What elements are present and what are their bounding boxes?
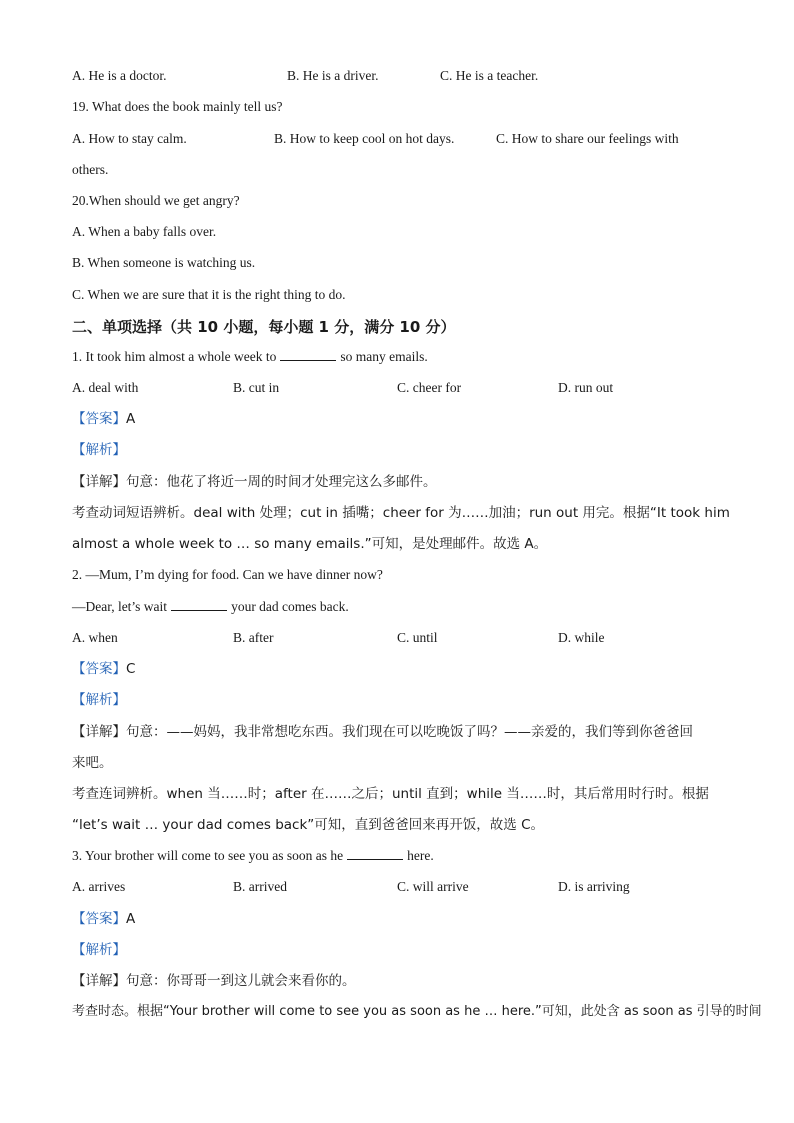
section-heading: 二、单项选择（共 10 小题，每小题 1 分，满分 10 分） <box>72 318 456 336</box>
mc2-analysis-label <box>72 691 126 709</box>
mc3-detail <box>72 972 356 990</box>
mc2-explain-line-1: 考查连词辨析。when 当……时；after 在……之后；until 直到；while 当……时，其后常用时行时。根据 <box>72 786 709 802</box>
mc1-stem-pre: 1. It took him almost a whole week to <box>72 349 277 364</box>
detail-label: 【详解】 <box>72 973 126 989</box>
q19-stem: 19. What does the book mainly tell us? <box>72 99 283 114</box>
analysis-label: 【解析】 <box>72 442 126 458</box>
mc3-stem-pre: 3. Your brother will come to see you as soon as he <box>72 848 344 863</box>
answer-blank <box>347 847 403 860</box>
mc1-option-d: D. run out <box>558 380 614 395</box>
mc1-stem <box>72 348 428 366</box>
analysis-label: 【解析】 <box>72 942 126 958</box>
mc2-stem-post: your dad comes back. <box>231 599 349 614</box>
q20-option-a: A. When a baby falls over. <box>72 224 217 239</box>
q19-option-c: C. How to share our feelings with <box>496 131 679 146</box>
mc2-answer <box>72 660 135 678</box>
mc1-answer <box>72 410 135 428</box>
q20-stem: 20.When should we get angry? <box>72 193 240 208</box>
mc3-detail-text: 句意：你哥哥一到这儿就会来看你的。 <box>126 973 356 989</box>
mc1-option-b: B. cut in <box>233 380 280 395</box>
mc2-option-a: A. when <box>72 630 118 645</box>
mc1-detail-text: 句意：他花了将近一周的时间才处理完这么多邮件。 <box>126 474 437 490</box>
mc3-stem-post: here. <box>407 848 434 863</box>
mc1-explain-line-1: 考查动词短语辨析。deal with 处理；cut in 插嘴；cheer for 为……加油；run out 用完。根据“It took him <box>72 505 730 521</box>
mc1-option-c: C. cheer for <box>397 380 462 395</box>
q18-option-c: C. He is a teacher. <box>440 68 539 83</box>
q18-option-a: A. He is a doctor. <box>72 68 167 83</box>
answer-blank <box>280 348 336 361</box>
mc1-analysis-label <box>72 441 126 459</box>
q19-option-a: A. How to stay calm. <box>72 131 187 146</box>
q19-option-c-continued: others. <box>72 162 109 177</box>
answer-label: 【答案】 <box>72 661 126 677</box>
analysis-label: 【解析】 <box>72 692 126 708</box>
mc3-option-b: B. arrived <box>233 879 287 894</box>
mc2-option-d: D. while <box>558 630 605 645</box>
mc2-explain-line-2: “let’s wait … your dad comes back”可知，直到爸爸回来再开饭，故选 C。 <box>72 817 545 833</box>
answer-label: 【答案】 <box>72 411 126 427</box>
mc3-answer <box>72 910 135 928</box>
mc1-detail <box>72 473 437 491</box>
q20-option-c: C. When we are sure that it is the right thing to do. <box>72 287 346 302</box>
mc3-option-a: A. arrives <box>72 879 126 894</box>
mc2-option-b: B. after <box>233 630 274 645</box>
mc3-option-d: D. is arriving <box>558 879 630 894</box>
mc2-detail-line-2: 来吧。 <box>72 755 113 771</box>
mc3-answer-value: A <box>126 911 136 927</box>
mc2-stem-pre: —Dear, let’s wait <box>72 599 168 614</box>
mc2-stem-line-2 <box>72 598 349 616</box>
mc2-option-c: C. until <box>397 630 438 645</box>
mc3-stem <box>72 847 434 865</box>
mc3-option-c: C. will arrive <box>397 879 469 894</box>
mc1-option-a: A. deal with <box>72 380 139 395</box>
q18-option-b: B. He is a driver. <box>287 68 379 83</box>
detail-label: 【详解】 <box>72 724 126 740</box>
mc2-stem-line-1: 2. —Mum, I’m dying for food. Can we have dinner now? <box>72 567 383 582</box>
mc2-detail <box>72 723 693 741</box>
mc3-explain-line-1: 考查时态。根据“Your brother will come to see you as soon as he … here.”可知，此处含 as soon as 引导的时间 <box>72 1004 762 1019</box>
mc1-answer-value: A <box>126 411 136 427</box>
q19-option-b: B. How to keep cool on hot days. <box>274 131 455 146</box>
detail-label: 【详解】 <box>72 474 126 490</box>
mc2-detail-text: 句意：——妈妈，我非常想吃东西。我们现在可以吃晚饭了吗？——亲爱的，我们等到你爸爸回 <box>126 724 693 740</box>
answer-blank <box>171 598 227 611</box>
mc3-analysis-label <box>72 941 126 959</box>
mc1-stem-post: so many emails. <box>340 349 428 364</box>
mc2-answer-value: C <box>126 661 136 677</box>
q20-option-b: B. When someone is watching us. <box>72 255 256 270</box>
answer-label: 【答案】 <box>72 911 126 927</box>
mc1-explain-line-2: almost a whole week to … so many emails.”可知，是处理邮件。故选 A。 <box>72 536 548 552</box>
